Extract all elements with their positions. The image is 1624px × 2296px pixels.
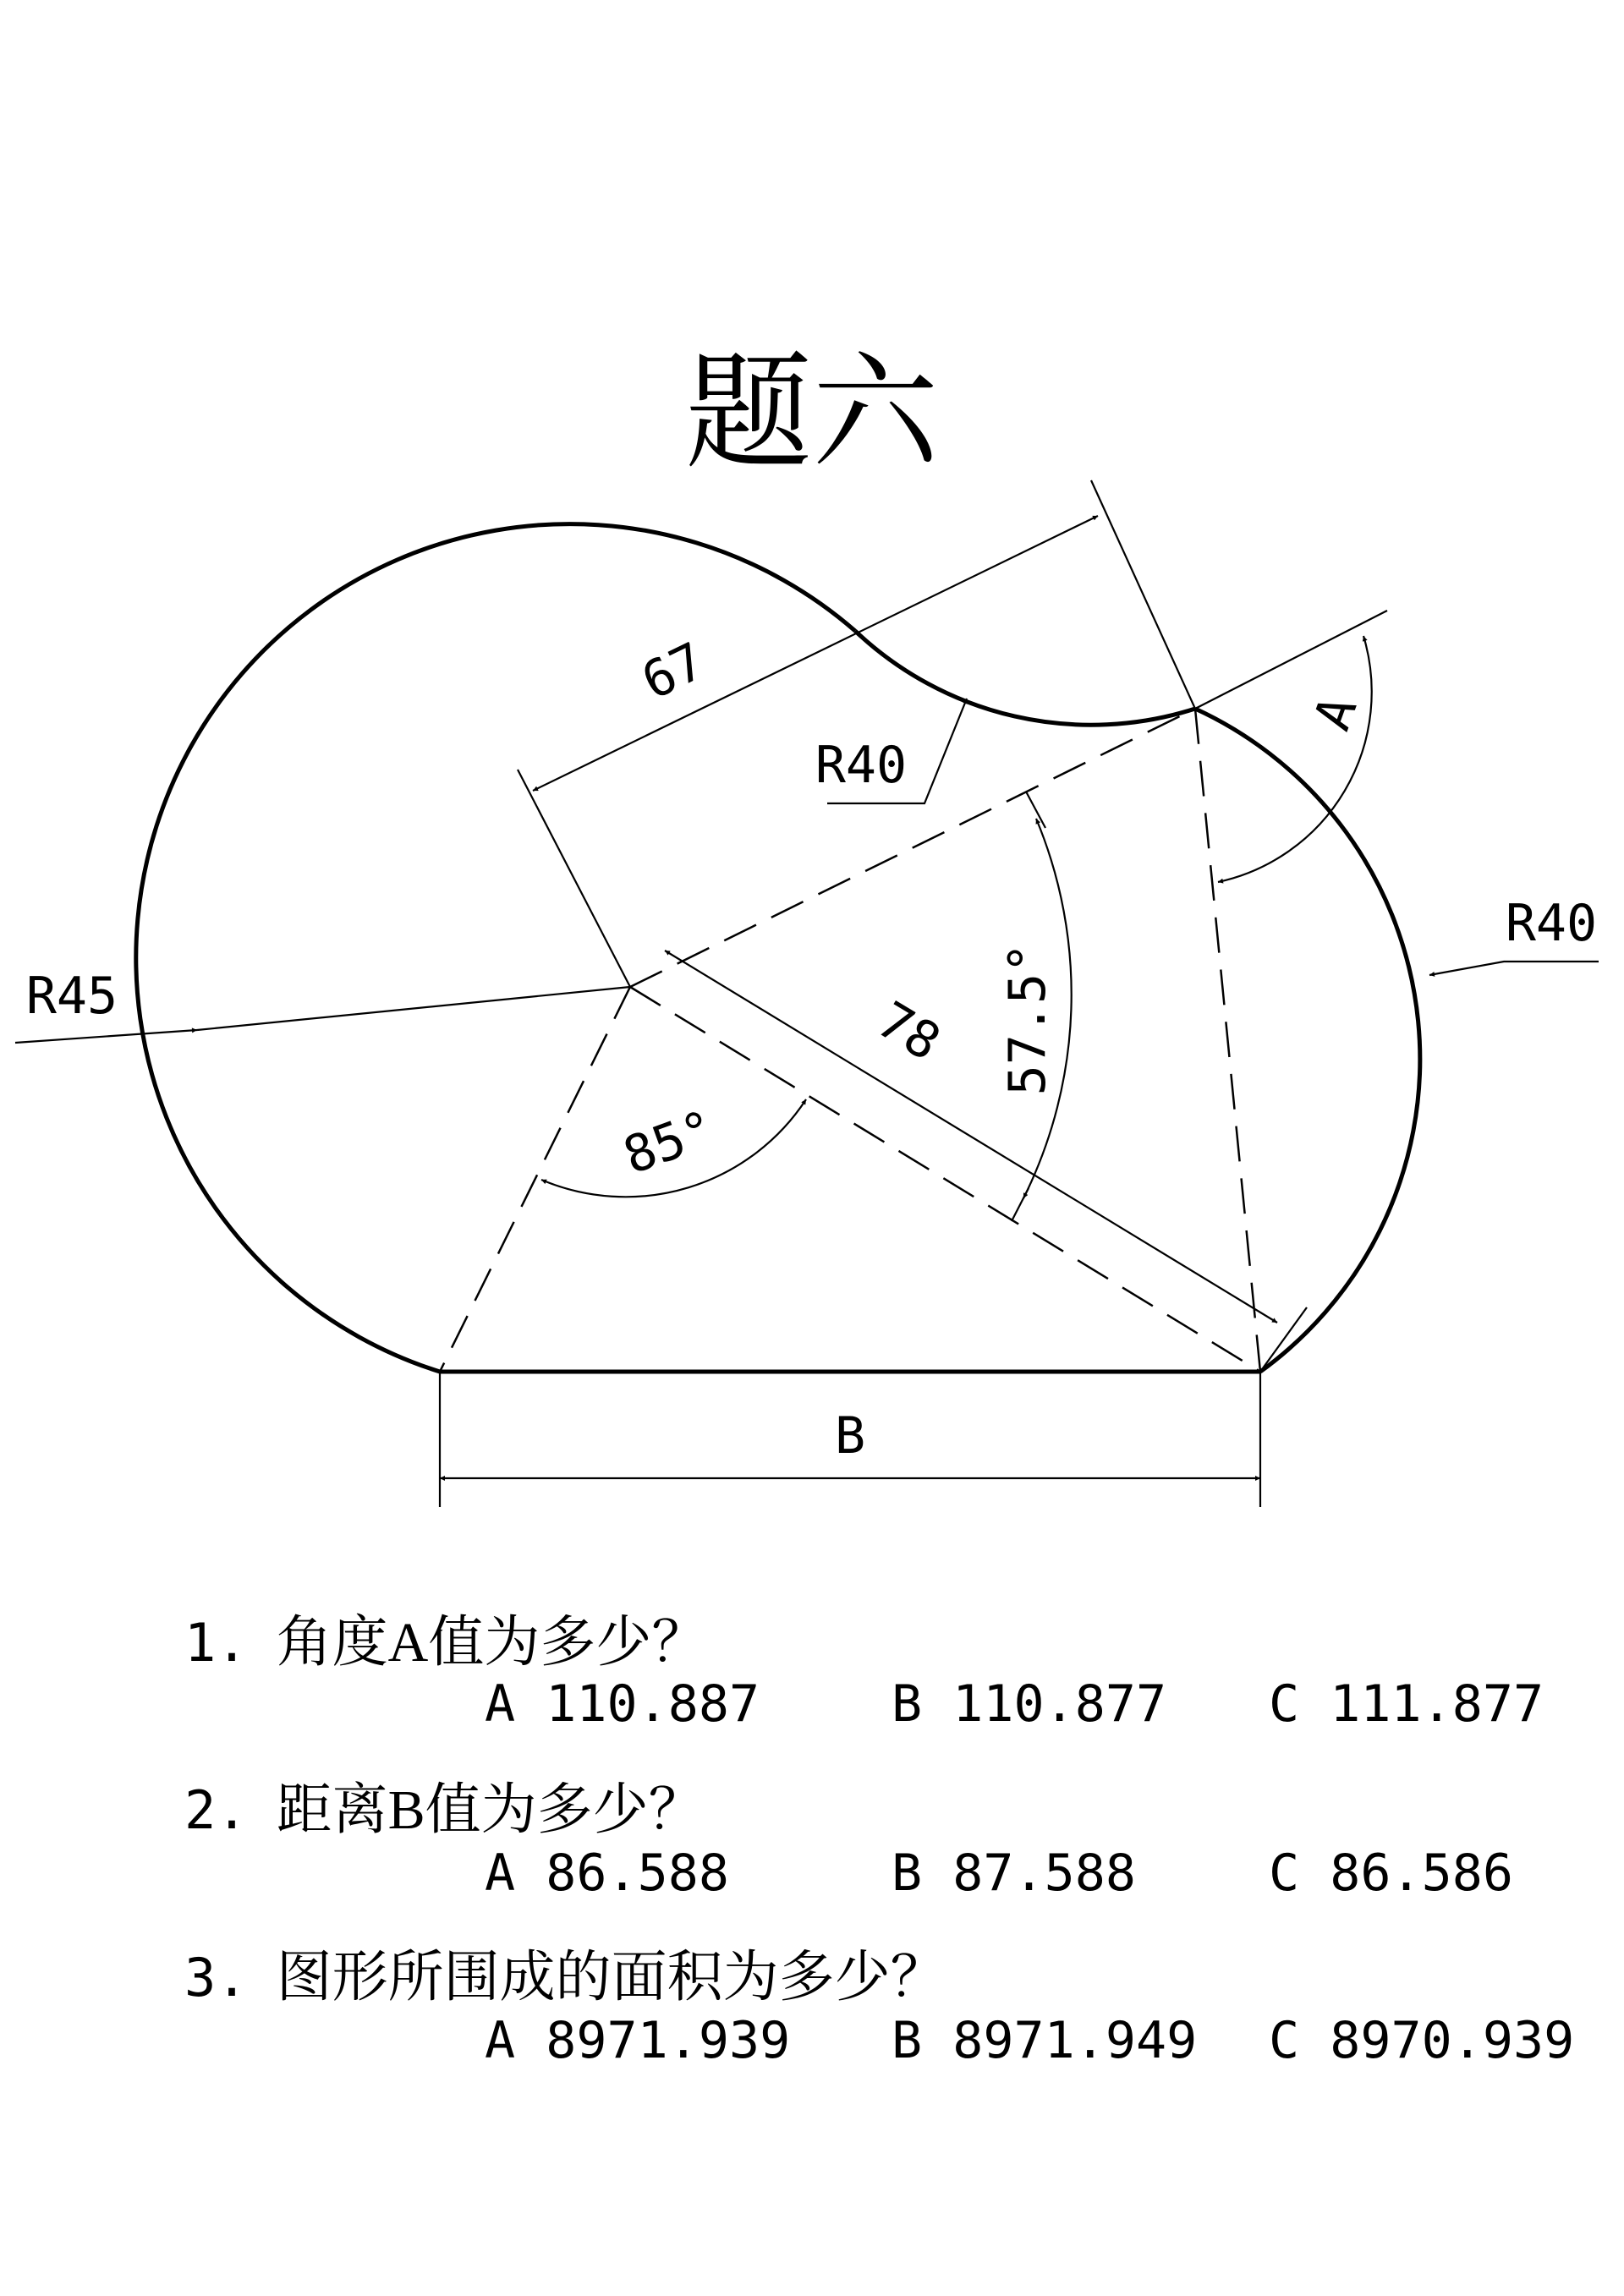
ext-a-top	[1195, 611, 1387, 709]
dimension-lines	[15, 480, 1599, 1507]
dash-center-to-bottom-left	[440, 987, 630, 1372]
question-3-option-c[interactable]: C 8970.939	[1269, 2011, 1575, 2070]
dash-center-to-top-right	[630, 709, 1195, 987]
label-b: B	[834, 1406, 866, 1466]
question-2-text: 距离B值为多少？	[276, 1779, 705, 1841]
question-2-option-b[interactable]: B 87.588	[892, 1844, 1136, 1903]
question-2-option-a[interactable]: A 86.588	[485, 1844, 729, 1903]
question-3-number: 3.	[184, 1947, 248, 2008]
ext-67-right	[1091, 480, 1195, 709]
question-1	[184, 1597, 707, 1677]
label-575: 57.5°	[998, 942, 1057, 1096]
dim-78-line	[665, 951, 1277, 1323]
question-1-number: 1.	[184, 1612, 248, 1674]
question-3-option-b[interactable]: B 8971.949	[892, 2011, 1198, 2070]
arc-r45	[136, 524, 855, 1372]
question-1-option-c[interactable]: C 111.877	[1269, 1674, 1544, 1734]
label-67: 67	[633, 631, 715, 712]
question-3-option-a[interactable]: A 8971.939	[485, 2011, 791, 2070]
ext-67-left	[518, 770, 630, 987]
label-angle-a: A	[1303, 688, 1369, 738]
angle-a-arc	[1218, 636, 1372, 882]
question-2-number: 2.	[184, 1779, 248, 1841]
question-3-text: 图形所围成的面积为多少？	[276, 1947, 946, 2008]
question-3	[184, 1932, 946, 2012]
label-r45: R45	[25, 967, 118, 1026]
question-2	[184, 1764, 705, 1844]
ext-575-top	[1026, 792, 1045, 828]
label-r40-right: R40	[1505, 894, 1598, 953]
question-1-option-b[interactable]: B 110.877	[892, 1674, 1167, 1734]
question-2-option-c[interactable]: C 86.586	[1269, 1844, 1513, 1903]
dash-center-to-bottom-right	[630, 987, 1260, 1372]
arc-r40-right	[1195, 709, 1420, 1372]
outline	[136, 524, 1420, 1372]
question-1-text: 角度A值为多少？	[276, 1612, 708, 1674]
leader-r40-right	[1429, 962, 1599, 975]
label-r40-top: R40	[815, 736, 908, 795]
label-85: 85°	[616, 1099, 723, 1186]
arc-r40-top	[855, 631, 1195, 725]
title: 题六	[684, 340, 940, 487]
leader-r45-outer	[15, 1030, 197, 1043]
question-1-option-a[interactable]: A 110.887	[485, 1674, 760, 1734]
construction-lines	[440, 709, 1260, 1372]
dash-top-right-to-bottom-right	[1195, 709, 1260, 1372]
leader-r45-inner	[197, 987, 630, 1030]
label-78: 78	[867, 990, 951, 1073]
